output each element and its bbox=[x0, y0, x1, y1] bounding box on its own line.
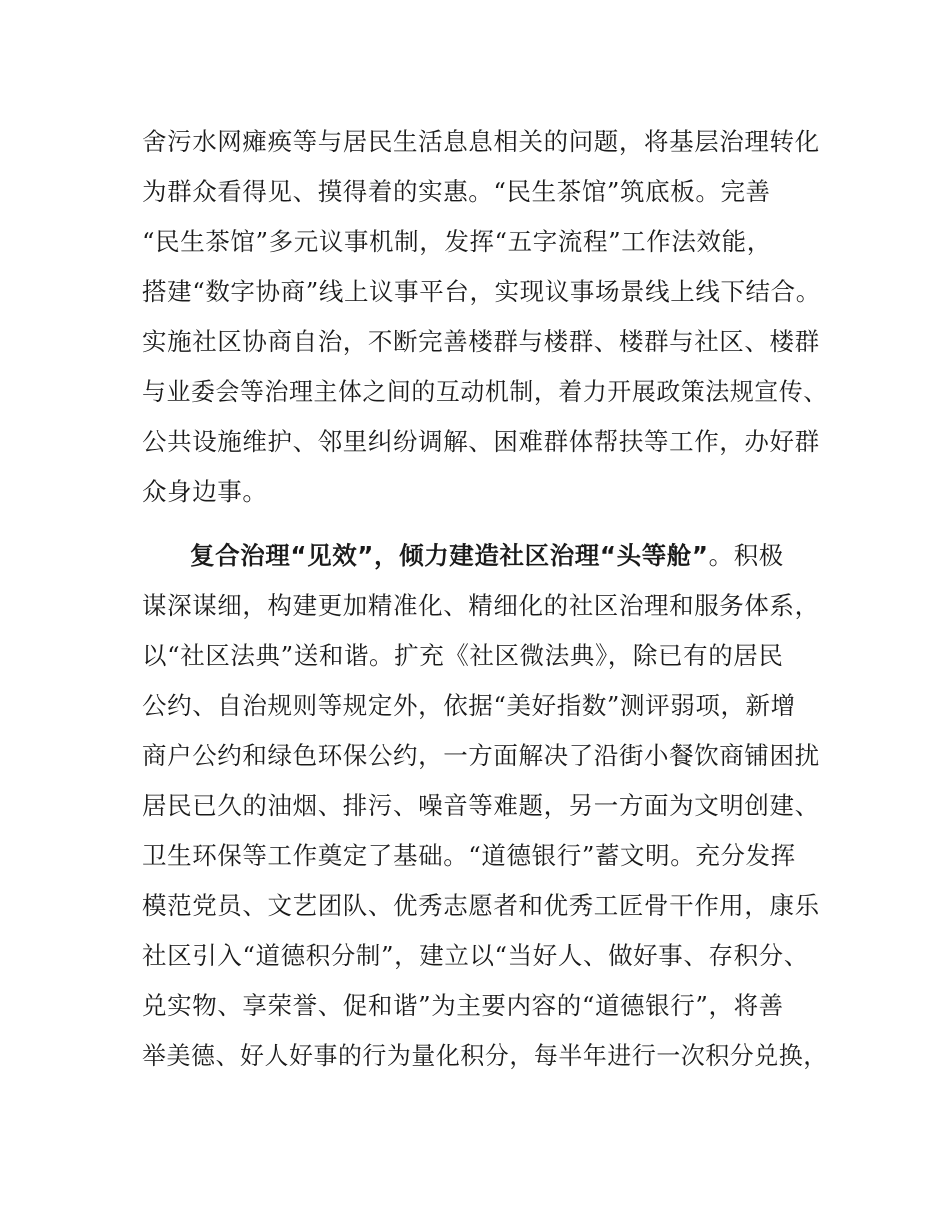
paragraph-1-line: 搭建“数字协商”线上议事平台，实现议事场景线上线下结合。 bbox=[142, 277, 821, 306]
section-heading: 复合治理“见效”，倾力建造社区治理“头等舱” bbox=[190, 541, 709, 570]
paragraph-1-line: 为群众看得见、摸得着的实惠。“民生茶馆”筑底板。完善 bbox=[142, 177, 771, 206]
paragraph-1-line: “民生茶馆”多元议事机制，发挥“五字流程”工作法效能， bbox=[142, 227, 772, 256]
paragraph-1-line: 公共设施维护、邻里纠纷调解、困难群体帮扶等工作，办好群 bbox=[142, 427, 820, 456]
paragraph-2-line: 谋深谋细，构建更加精准化、精细化的社区治理和服务体系， bbox=[142, 591, 820, 620]
paragraph-2-line: 模范党员、文艺团队、优秀志愿者和优秀工匠骨干作用，康乐 bbox=[142, 891, 820, 920]
paragraph-2-line: 公约、自治规则等规定外，依据“美好指数”测评弱项，新增 bbox=[142, 691, 796, 720]
heading-tail: 。积极 bbox=[708, 541, 784, 570]
paragraph-1-line: 实施社区协商自治，不断完善楼群与楼群、楼群与社区、楼群 bbox=[142, 327, 820, 356]
paragraph-1-line: 舍污水网瘫痪等与居民生活息息相关的问题，将基层治理转化 bbox=[142, 127, 820, 156]
paragraph-2-line: 商户公约和绿色环保公约，一方面解决了沿街小餐饮商铺困扰 bbox=[142, 741, 820, 770]
paragraph-2-line: 社区引入“道德积分制”，建立以“当好人、做好事、存积分、 bbox=[142, 941, 809, 970]
paragraph-2-line: 居民已久的油烟、排污、噪音等难题，另一方面为文明创建、 bbox=[142, 791, 820, 820]
paragraph-2-line: 举美德、好人好事的行为量化积分，每半年进行一次积分兑换， bbox=[142, 1041, 828, 1070]
paragraph-1-line: 与业委会等治理主体之间的互动机制，着力开展政策法规宣传、 bbox=[142, 377, 828, 406]
paragraph-2-line: 卫生环保等工作奠定了基础。“道德银行”蓄文明。充分发挥 bbox=[142, 841, 796, 870]
paragraph-2-line: 以“社区法典”送和谐。扩充《社区微法典》，除已有的居民 bbox=[142, 641, 784, 670]
paragraph-1-line: 众身边事。 bbox=[142, 477, 268, 506]
paragraph-2-first-line bbox=[190, 536, 784, 576]
paragraph-2-line: 兑实物、享荣誉、促和谐”为主要内容的“道德银行”，将善 bbox=[142, 991, 784, 1020]
